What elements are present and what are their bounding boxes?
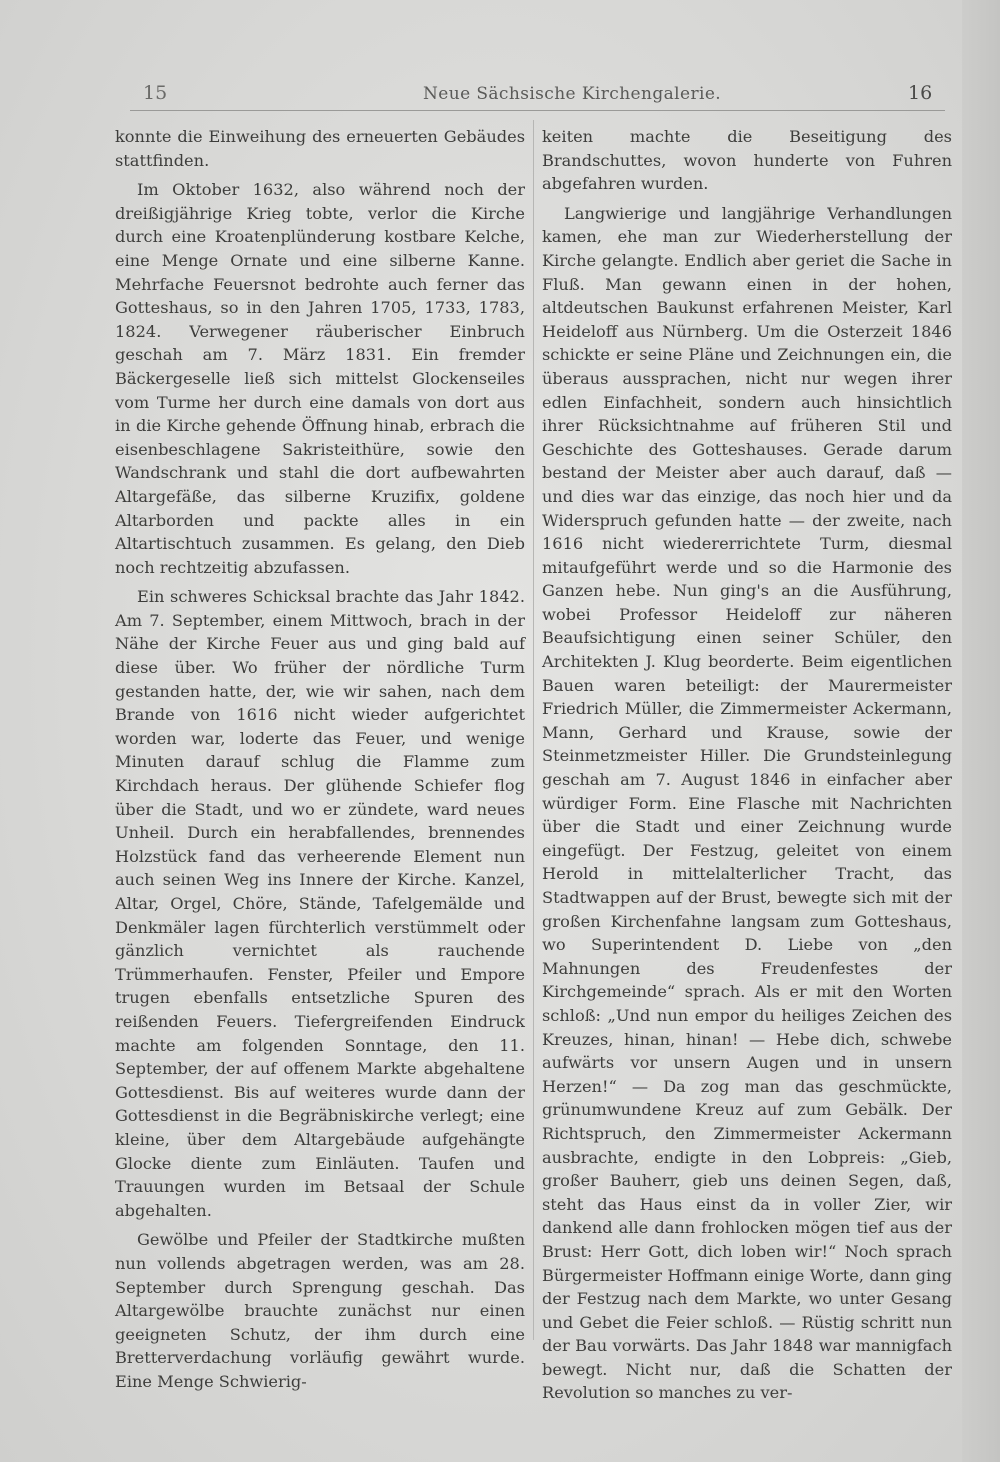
left-column: [115, 125, 525, 1399]
right-column: [542, 125, 952, 1411]
running-title: Neue Sächsische Kirchengalerie.: [423, 84, 722, 104]
page-number-right: 16: [908, 82, 933, 104]
paragraph: Gewölbe und Pfeiler der Stadtkirche mußten nun vollends abgetragen werden, was am 28. September durch Sprengung geschah. Das Altargewölbe brauchte zunächst nur einen geeigneten Schutz, der ihm durch eine Bretterverdachung vorläufig gewährt wurde. Eine Menge Schwierig-: [115, 1230, 525, 1391]
paragraph: Im Oktober 1632, also während noch der dreißigjährige Krieg tobte, verlor die Kirche durch eine Kroatenplünderung kostbare Kelche, eine Menge Ornate und eine silberne Kanne. Mehrfache Feuersnot bedrohte auch ferner das Gotteshaus, so in den Jahren 1705, 1733, 1783, 1824. Verwegener räuberischer Einbruch geschah am 7. März 1831. Ein fremder Bäckergeselle ließ sich mittelst Glockenseiles vom Turme her durch eine damals von dort aus in die Kirche gehende Öffnung hinab, erbrach die eisenbeschlagene Sakristeithüre, sowie den Wandschrank und stahl die dort aufbewahrten Altargefäße, das silberne Kruzifix, goldene Altarborden und packte alles in ein Altartischtuch zusammen. Es gelang, den Dieb noch rechtzeitig abzufassen.: [115, 180, 525, 577]
paragraph: konnte die Einweihung des erneuerten Gebäudes stattfinden.: [115, 127, 525, 170]
page-number-left: 15: [143, 82, 168, 104]
page-edge-shadow: [962, 0, 1000, 1462]
paragraph: Langwierige und langjährige Verhandlungen kamen, ehe man zur Wiederherstellung der Kirche gelangte. Endlich aber geriet die Sache in Fluß. Man gewann einen in der hohen, altdeutschen Baukunst erfahrenen Meister, Karl Heideloff aus Nürnberg. Um die Osterzeit 1846 schickte er seine Pläne und Zeichnungen ein, die überaus aussprachen, nicht nur wegen ihrer edlen Einfachheit, sondern auch hinsichtlich ihrer Rücksichtnahme auf früheren Stil und Geschichte des Gotteshauses. Gerade darum bestand der Meister aber auch darauf, daß — und dies war das einzige, das noch hier und da Widerspruch gefunden hatte — der zweite, nach 1616 nicht wiedererrichtete Turm, diesmal mitaufgeführt werde und so die Harmonie des Ganzen hebe. Nun ging's an die Ausführung, wobei Professor Heideloff zur näheren Beaufsichtigung einen seiner Schüler, den Architekten J. Klug beorderte. Beim eigentlichen Bauen waren beteiligt: der Maurermeister Friedrich Müller, die Zimmermeister Ackermann, Mann, Gerhard und Krause, sowie der Steinmetzmeister Hiller. Die Grundsteinlegung geschah am 7. August 1846 in einfacher aber würdiger Form. Eine Flasche mit Nachrichten über die Stadt und einer Zeichnung wurde eingefügt. Der Festzug, geleitet von einem Herold in mittelalterlicher Tracht, das Stadtwappen auf der Brust, bewegte sich mit der großen Kirchenfahne langsam zum Gotteshaus, wo Superintendent D. Liebe von „den Mahnungen des Freudenfestes der Kirchgemeinde“ sprach. Als er mit den Worten schloß: „Und nun empor du heiliges Zeichen des Kreuzes, hinan, hinan! — Hebe dich, schwebe aufwärts vor unsern Augen und in unsern Herzen!“ — Da zog man das geschmückte, grünumwundene Kreuz auf zum Gebälk. Der Richtspruch, den Zimmermeister Ackermann ausbrachte, endigte in den Lobpreis: „Gieb, großer Bauherr, gieb uns deinen Segen, daß, steht das Haus einst da in voller Zier, wir dankend alle dann frohlocken mögen tief aus der Brust: Herr Gott, dich loben wir!“ Noch sprach Bürgermeister Hoffmann einige Worte, dann ging der Festzug nach dem Markte, wo unter Gesang und Gebet die Feier schloß. — Rüstig schritt nun der Bau vorwärts. Das Jahr 1848 war mannigfach bewegt. Nicht nur, daß die Schatten der Revolution so manches zu ver-: [542, 203, 952, 1403]
header-rule: [130, 110, 945, 111]
paragraph: Ein schweres Schicksal brachte das Jahr 1842. Am 7. September, einem Mittwoch, brach in der Nähe der Kirche Feuer aus und ging bald auf diese über. Wo früher der nördliche Turm gestanden hatte, der, wie wir sahen, nach dem Brande von 1616 nicht wieder aufgerichtet worden war, loderte das Feuer, und wenige Minuten darauf schlug die Flamme zum Kirchdach heraus. Der glühende Schiefer flog über die Stadt, und wo er zündete, ward neues Unheil. Durch ein herabfallendes, brennendes Holzstück fand das verheerende Element nun auch seinen Weg ins Innere der Kirche. Kanzel, Altar, Orgel, Chöre, Stände, Tafelgemälde und Denkmäler lagen fürchterlich verstümmelt oder gänzlich vernichtet als rauchende Trümmerhaufen. Fenster, Pfeiler und Empore trugen ebenfalls entsetzliche Spuren des reißenden Feuers. Tiefergreifenden Eindruck machte am folgenden Sonntage, den 11. September, der auf offenem Markte abgehaltene Gottesdienst. Bis auf weiteres wurde dann der Gottesdienst in die Begräbniskirche verlegt; eine kleine, über dem Altargebäude aufgehängte Glocke diente zum Einläuten. Taufen und Trauungen wurden im Betsaal der Schule abgehalten.: [115, 587, 525, 1220]
page-header: [138, 82, 938, 112]
paragraph: keiten machte die Beseitigung des Brandschuttes, wovon hunderte von Fuhren abgefahren wurden.: [542, 127, 952, 194]
column-divider: [533, 120, 534, 1340]
